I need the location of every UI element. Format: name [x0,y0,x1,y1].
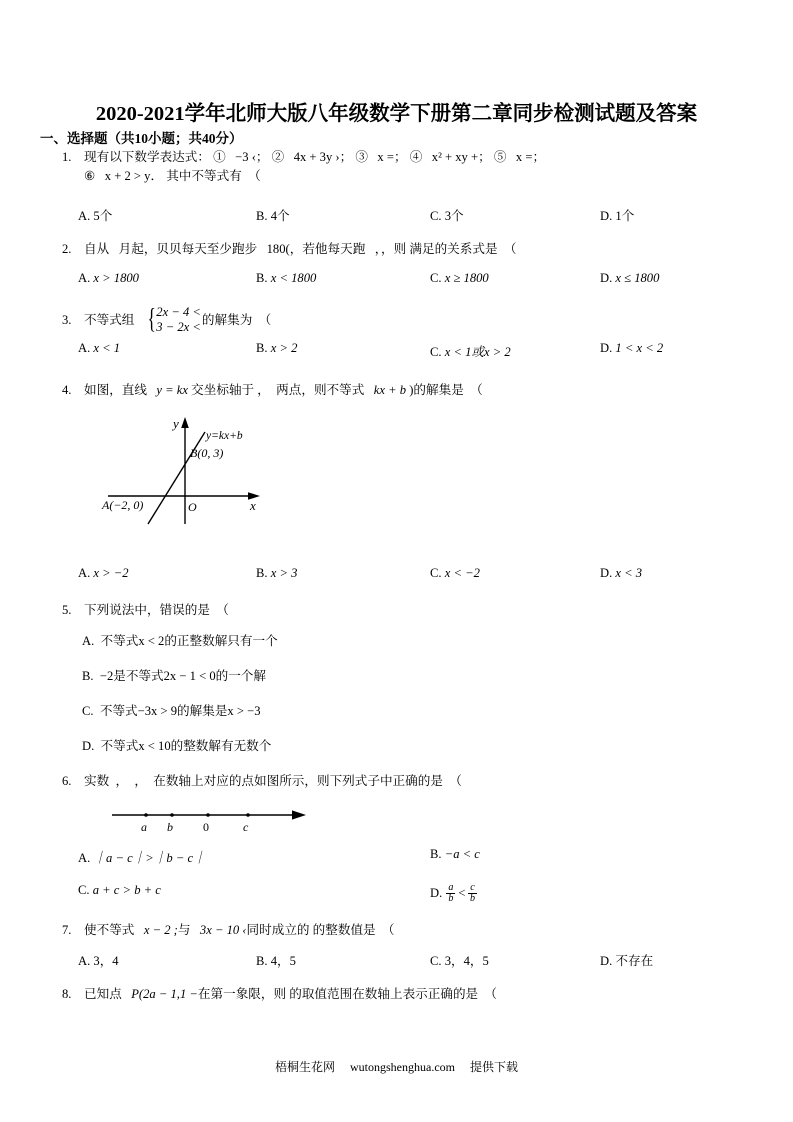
q5-answer-paren: （ [216,603,229,617]
option-4-a-text: x > −2 [93,566,129,580]
q7-answer-paren: （ [381,923,395,937]
question-1-number: 1. [62,150,72,164]
q4-text-b: 交坐标轴于 [191,383,255,397]
question-7-stem [84,923,395,937]
option-5-b-text: −2是不等式2x − 1 < 0的一个解 [99,669,266,683]
option-6-a-text: ｜a − c｜>｜b − c｜ [93,851,206,865]
question-3-stem [84,304,272,336]
option-7-c-text: 3，4，5 [444,954,489,968]
option-2-b-text: x < 1800 [270,271,317,285]
option-2-c-key: C. [430,271,442,285]
option-2-c-text: x ≥ 1800 [444,271,489,285]
question-2 [62,240,774,259]
q1-item-3-expr: x =； [377,150,407,164]
footer-site-name: 梧桐生花网 [274,1060,335,1074]
q6-text-b: ， [115,774,129,788]
option-7-d-text: 不存在 [615,954,654,968]
option-3-c[interactable] [430,341,511,360]
q7-text-c: 同时成立的 [246,923,310,937]
q7-text-b: 与 [177,923,191,937]
q1-item-4-mark: ④ [409,150,423,164]
option-3-d-text: 1 < x < 2 [615,341,664,355]
q6-text-c: ， [134,774,147,788]
option-6-b-key: B. [430,847,442,861]
question-6-stem [84,774,462,788]
option-1-c[interactable] [430,205,464,224]
q3-system-row-2: 3 − 2x < [156,320,201,335]
option-6-b-text: −a < c [444,847,480,861]
option-2-a[interactable] [78,271,139,286]
q4-expr-b: kx + b [373,383,407,397]
q1-suffix: 其中不等式有 [166,168,242,183]
option-6-c-key: C. [78,883,90,897]
question-4-number: 4. [62,383,72,397]
option-3-a-key: A. [78,341,91,355]
graph-point-b-label: B(0, 3) [190,446,224,460]
section-heading: 一、选择题（共10小题；共40分） [40,131,243,146]
option-3-b[interactable] [256,341,297,356]
option-1-b-text: 4个 [270,209,290,223]
option-3-a[interactable] [78,341,120,356]
option-4-b-key: B. [256,566,268,580]
question-2-stem [84,242,516,256]
q2-text-b: 月起，贝贝每天至少跑步 [118,242,258,256]
option-2-c[interactable] [430,271,489,286]
option-6-d[interactable] [430,883,478,905]
q1-item-1-expr: −3 ‹； [235,150,269,164]
option-3-d-key: D. [600,341,613,355]
option-2-a-key: A. [78,271,91,285]
option-1-a-key: A. [78,209,91,223]
option-6-b[interactable] [430,847,480,862]
system-brace: { [147,304,156,336]
q1-item-6-mark: ⑥ [84,168,96,183]
q6-answer-paren: （ [449,774,462,788]
option-4-b[interactable] [256,566,297,581]
q2-text-d: ，，则 [374,242,407,256]
question-1-prefix: 现有以下数学表达式： [84,150,210,164]
option-4-c-key: C. [430,566,442,580]
option-3-c-text: x < 1或x > 2 [444,345,511,359]
option-7-b-text: 4，5 [270,954,296,968]
option-2-d-text: x ≤ 1800 [615,271,660,285]
q1-item-2-expr: 4x + 3y ›； [293,150,353,164]
question-4 [62,381,774,400]
option-6-c-text: a + c > b + c [92,883,161,897]
option-5-d[interactable] [82,735,271,754]
option-7-b[interactable] [256,950,296,969]
q8-text-a: 已知点 [84,987,122,1001]
option-7-a-key: A. [78,954,91,968]
question-3 [62,306,774,337]
option-3-d[interactable] [600,341,663,356]
option-1-d-key: D. [600,209,613,223]
q4-text-e: )的解集是 [409,383,464,397]
question-8-stem [84,987,497,1001]
option-1-d-text: 1个 [615,209,635,223]
q1-item-5-mark: ⑤ [493,150,507,164]
option-4-c-text: x < −2 [444,566,480,580]
question-4-stem [84,383,483,397]
q5-prompt: 下列说法中，错误的是 [84,603,210,617]
fraction-a-over-b: $\frac{a}{b}$ [448,882,454,905]
question-8 [62,985,774,1004]
option-4-a[interactable] [78,566,129,581]
q2-answer-paren: （ [503,242,517,256]
q3-inequality-system [145,305,201,336]
q1-item-4-expr: x² + xy +； [431,150,491,164]
option-7-d[interactable] [600,950,653,969]
option-1-c-text: 3个 [444,209,464,223]
option-7-b-key: B. [256,954,268,968]
footer [0,1058,793,1075]
question-5 [62,601,774,620]
option-4-b-text: x > 3 [270,566,298,580]
option-3-b-key: B. [256,341,268,355]
question-3-number: 3. [62,313,72,328]
question-8-number: 8. [62,987,72,1001]
q1-item-5-expr: x =； [515,150,546,164]
option-7-c-key: C. [430,954,442,968]
option-6-a[interactable] [78,847,206,866]
option-4-a-key: A. [78,566,91,580]
option-5-b-key: B. [82,669,94,683]
q4-expr-a: y = kx [156,383,188,397]
q6-text-a: 实数 [84,774,110,788]
q3-system-row-1: 2x − 4 < [156,305,201,319]
fraction-c-over-b: $\frac{c}{b}$ [469,882,475,905]
q2-text-c: ，若他每天跑 [289,242,366,256]
question-7 [62,921,774,940]
question-1 [62,148,774,186]
option-6-a-key: A. [78,851,91,865]
option-2-b-key: B. [256,271,268,285]
question-5-number: 5. [62,603,72,617]
option-4-c[interactable] [430,566,480,581]
numberline-tick-c: c [243,820,249,834]
graph-y-axis-label: y [173,416,179,431]
option-1-b[interactable] [256,205,290,224]
q8-expr-a: P(2a − 1,1 − [131,987,198,1001]
option-7-a[interactable] [78,950,119,969]
option-5-d-text: 不等式x < 10的整数解有无数个 [100,739,272,753]
question-5-stem [84,603,229,617]
question-2-number: 2. [62,242,72,256]
option-2-d-key: D. [600,271,613,285]
numberline-tick-b: b [167,820,173,834]
q8-text-c: 的取值范围在数轴上表示正确的是 [289,987,479,1001]
option-1-b-key: B. [256,209,268,223]
q7-text-a: 使不等式 [84,923,135,937]
option-6-d-key: D. [430,886,443,901]
option-1-a-text: 5个 [93,209,113,223]
option-6-c[interactable] [78,883,161,898]
q4-text-d: 两点，则不等式 [276,383,365,397]
option-3-a-text: x < 1 [93,341,121,355]
q2-text-a: 自从 [84,242,110,256]
q1-item-6-expr: x + 2 > y． [104,168,164,183]
option-5-c[interactable] [82,700,261,719]
option-5-a[interactable] [82,630,278,649]
q1-item-1-mark: ① [213,150,226,164]
question-1-stem [84,150,545,164]
q7-text-d: 的整数值是 [312,923,376,937]
q4-text-a: 如图，直线 [84,383,147,397]
graph-x-axis-label: x [250,498,256,513]
footer-note: 提供下载 [469,1060,518,1074]
option-5-a-key: A. [82,634,95,648]
option-6-d-text: $\frac{a}{b}$ < $\frac{c}{b}$ [448,882,475,905]
question-1-stem-line2 [84,167,774,186]
option-5-a-text: 不等式x < 2的正整数解只有一个 [100,634,278,648]
q4-answer-paren: （ [470,383,483,397]
option-5-c-text: 不等式−3x > 9的解集是x > −3 [99,704,261,718]
option-1-a[interactable] [78,205,112,224]
q4-text-c: ， [257,383,270,397]
question-6-number: 6. [62,774,72,788]
q1-item-3-mark: ③ [355,150,368,164]
option-7-c[interactable] [430,950,489,969]
option-1-d[interactable] [600,205,634,224]
question-7-number: 7. [62,923,72,937]
option-1-c-key: C. [430,209,442,223]
q3-answer-paren: （ [258,313,272,328]
option-4-d-key: D. [600,566,613,580]
q8-text-b: 在第一象限，则 [197,987,287,1001]
figure-number-line [110,803,320,841]
q1-item-2-mark: ② [271,150,285,164]
q1-answer-paren: （ [248,168,261,183]
q8-answer-paren: （ [484,987,498,1001]
option-4-d-text: x < 3 [615,566,643,580]
option-2-d[interactable] [600,271,659,286]
numberline-tick-0: 0 [203,820,209,834]
q3-suffix: 的解集为 [201,313,253,328]
footer-url: wutongshenghua.com [350,1060,455,1074]
q2-value: 180( [266,242,290,256]
q7-expr-b: 3x − 10 ‹ [199,923,247,937]
option-7-a-text: 3，4 [93,954,119,968]
figure-coordinate-graph [100,412,300,530]
graph-line-label: y=kx+b [206,430,243,442]
option-2-a-text: x > 1800 [93,271,139,285]
option-4-d[interactable] [600,566,642,581]
numberline-tick-a: a [141,820,147,834]
question-6 [62,772,774,791]
q7-expr-a: x − 2 ; [143,923,178,937]
option-3-c-key: C. [430,345,442,359]
option-5-b[interactable] [82,665,266,684]
option-5-d-key: D. [82,739,95,753]
q3-prefix: 不等式组 [84,313,135,328]
page-title: 2020-2021学年北师大版八年级数学下册第二章同步检测试题及答案 [95,103,698,125]
graph-origin-label: O [188,500,197,514]
option-5-c-key: C. [82,704,94,718]
option-2-b[interactable] [256,271,316,286]
q2-text-e: 满足的关系式是 [409,242,498,256]
system-rows [156,305,201,336]
option-7-d-key: D. [600,954,613,968]
option-3-b-text: x > 2 [270,341,298,355]
q6-text-d: 在数轴上对应的点如图所示，则下列式子中正确的是 [153,774,443,788]
graph-point-a-label: A(−2, 0) [102,498,144,512]
